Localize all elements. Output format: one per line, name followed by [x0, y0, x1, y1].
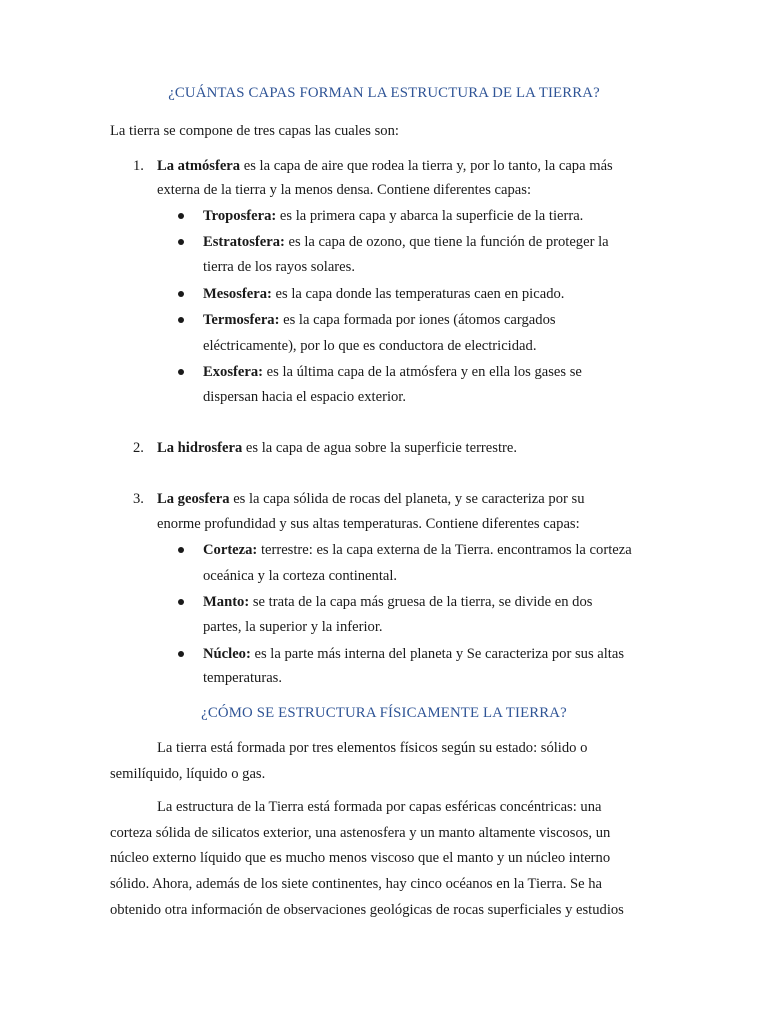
term: Troposfera:: [203, 208, 277, 224]
sublist-item-mesosfera: [203, 285, 564, 303]
list-item-text: es la capa de aire que rodea la tierra y, por lo tanto, la capa más: [240, 158, 613, 174]
sublist-item-text: tierra de los rayos solares.: [203, 259, 355, 275]
term: Corteza:: [203, 542, 258, 558]
sublist-item-text: es la capa de ozono, que tiene la función de proteger la: [284, 234, 609, 250]
sublist-item-nucleo: [203, 645, 624, 663]
bullet-icon: [178, 369, 184, 375]
sublist-item-text: es la parte más interna del planeta y Se caracteriza por sus altas: [250, 646, 625, 662]
list-item-text: externa de la tierra y la menos densa. Contiene diferentes capas:: [157, 182, 532, 198]
paragraph-line: La tierra está formada por tres elementos físicos según su estado: sólido o: [157, 740, 588, 756]
term: Estratosfera:: [203, 234, 285, 250]
list-item-atmosfera: [157, 157, 613, 175]
list-item-geosfera: [157, 490, 585, 508]
sublist-item-text: temperaturas.: [203, 670, 283, 686]
bullet-icon: [178, 239, 184, 245]
list-number: 1.: [133, 158, 144, 174]
paragraph-line: sólido. Ahora, además de los siete continentes, hay cinco océanos en la Tierra. Se ha: [110, 876, 603, 892]
term: La atmósfera: [157, 158, 241, 174]
bullet-icon: [178, 599, 184, 605]
paragraph-line: corteza sólida de silicatos exterior, una astenosfera y un manto altamente viscosos, un: [110, 825, 611, 841]
sublist-item-text: se trata de la capa más gruesa de la tierra, se divide en dos: [249, 594, 593, 610]
term: Termosfera:: [203, 312, 280, 328]
term: La geosfera: [157, 491, 230, 507]
term: La hidrosfera: [157, 440, 243, 456]
paragraph-line: núcleo externo líquido que es mucho menos viscoso que el manto y un núcleo interno: [110, 850, 611, 866]
term: Núcleo:: [203, 646, 251, 662]
sublist-item-text: partes, la superior y la inferior.: [203, 619, 383, 635]
sublist-item-text: es la primera capa y abarca la superficie de la tierra.: [276, 208, 584, 224]
section-1-title: ¿CUÁNTAS CAPAS FORMAN LA ESTRUCTURA DE LA TIERRA?: [168, 85, 600, 101]
paragraph-line: La estructura de la Tierra está formada por capas esféricas concéntricas: una: [157, 799, 602, 815]
sublist-item-estratosfera: [203, 233, 609, 251]
intro-text: La tierra se compone de tres capas las cuales son:: [110, 123, 399, 139]
section-2-title: ¿CÓMO SE ESTRUCTURA FÍSICAMENTE LA TIERRA?: [201, 705, 567, 721]
list-item-text: es la capa sólida de rocas del planeta, y se caracteriza por su: [229, 491, 585, 507]
sublist-item-corteza: [203, 541, 632, 559]
sublist-item-text: eléctricamente), por lo que es conductora de electricidad.: [203, 338, 537, 354]
bullet-icon: [178, 317, 184, 323]
term: Exosfera:: [203, 364, 263, 380]
list-number: 3.: [133, 491, 144, 507]
term: Mesosfera:: [203, 286, 272, 302]
list-number: 2.: [133, 440, 144, 456]
sublist-item-text: dispersan hacia el espacio exterior.: [203, 389, 407, 405]
bullet-icon: [178, 213, 184, 219]
bullet-icon: [178, 547, 184, 553]
list-item-text: enorme profundidad y sus altas temperaturas. Contiene diferentes capas:: [157, 516, 580, 532]
sublist-item-troposfera: [203, 207, 583, 225]
sublist-item-manto: [203, 593, 592, 611]
paragraph-line: obtenido otra información de observaciones geológicas de rocas superficiales y estudios: [110, 902, 624, 918]
paragraph-line: semilíquido, líquido o gas.: [110, 766, 266, 782]
list-item-text: es la capa de agua sobre la superficie terrestre.: [242, 440, 517, 456]
sublist-item-text: terrestre: es la capa externa de la Tierra. encontramos la corteza: [257, 542, 632, 558]
bullet-icon: [178, 651, 184, 657]
sublist-item-text: es la capa formada por iones (átomos cargados: [279, 312, 556, 328]
bullet-icon: [178, 291, 184, 297]
sublist-item-text: es la última capa de la atmósfera y en ella los gases se: [262, 364, 582, 380]
sublist-item-text: es la capa donde las temperaturas caen en picado.: [271, 286, 565, 302]
term: Manto:: [203, 594, 250, 610]
list-item-hidrosfera: [157, 439, 517, 457]
sublist-item-exosfera: [203, 363, 582, 381]
sublist-item-text: oceánica y la corteza continental.: [203, 568, 398, 584]
sublist-item-termosfera: [203, 311, 556, 329]
